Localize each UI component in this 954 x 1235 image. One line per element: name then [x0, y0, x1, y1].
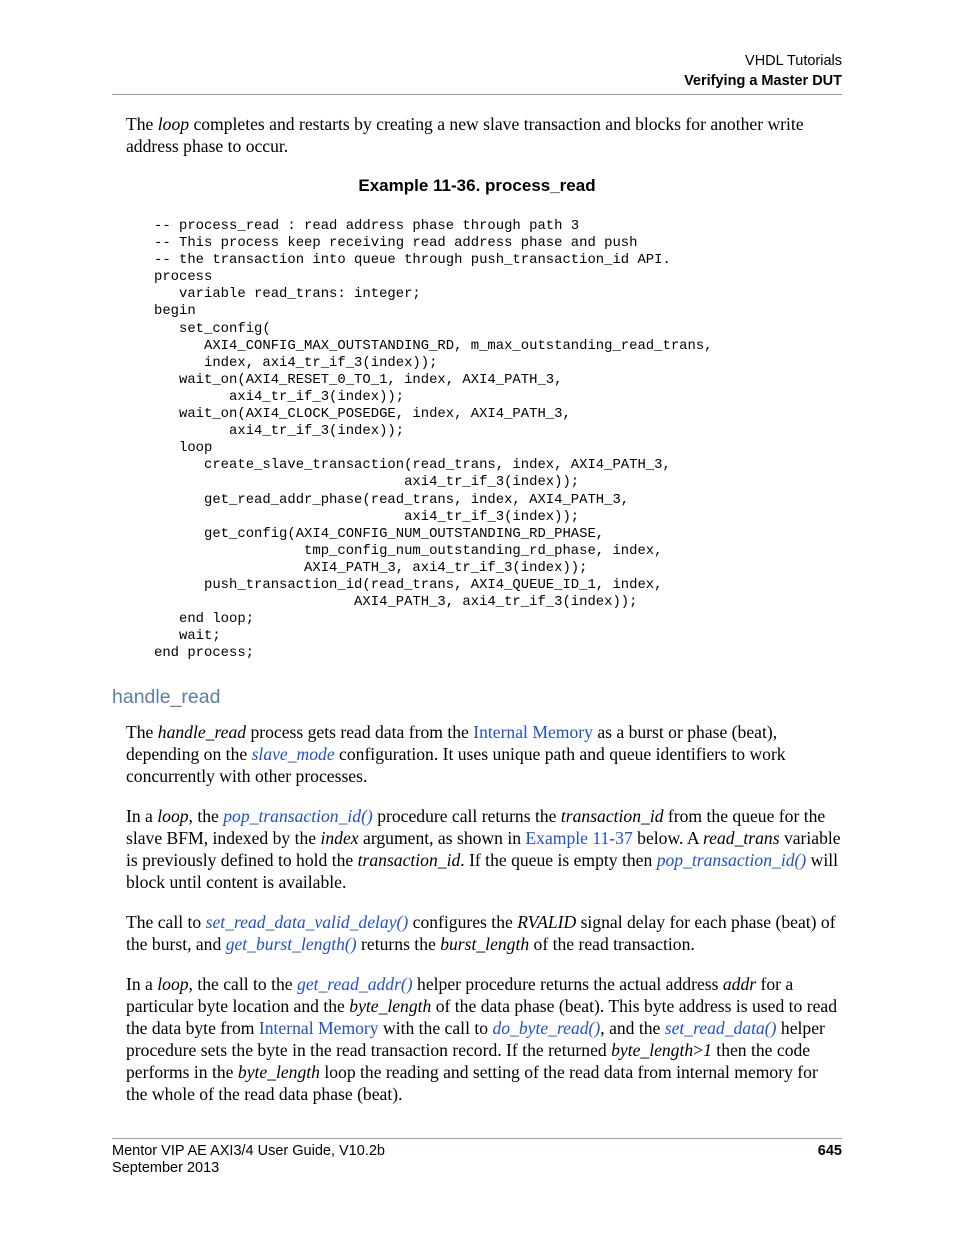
- link-internal-memory[interactable]: Internal Memory: [473, 722, 593, 742]
- text-italic: loop: [157, 114, 190, 134]
- text: . If the queue is empty then: [460, 850, 657, 870]
- text-italic: loop,: [157, 974, 193, 994]
- text: from the queue for the slave BFM, indexed by the: [126, 806, 826, 848]
- text: >: [693, 1040, 704, 1060]
- text: The: [126, 722, 158, 742]
- text: signal delay for each phase (beat) of the burst, and: [126, 912, 836, 954]
- text: configuration. It uses unique path and queue identifiers to work concurrently with other processes.: [126, 744, 786, 786]
- header-subsection: Verifying a Master DUT: [684, 73, 842, 89]
- header-rule: [112, 94, 842, 95]
- link-get-burst-length[interactable]: get_burst_length(): [225, 934, 357, 954]
- paragraph-valid-delay: [126, 911, 842, 955]
- link-set-read-data[interactable]: set_read_data(): [664, 1018, 777, 1038]
- text: then the code performs in the: [126, 1040, 811, 1082]
- code-listing: -- process_read : read address phase through path 3 -- This process keep receiving read address phase and push -- the transaction into queue through push_transaction_id API. process variable read_trans: integer; begin set_config( AXI4_CONFIG_MAX_OUTSTANDING_RD, m_max_outstanding_read_trans, index, axi4_tr_if_3(index)); wait_on(AXI4_RESET_0_TO_1, index, AXI4_PATH_3, axi4_tr_if_3(index)); wait_on(AXI4_CLOCK_POSEDGE, index, AXI4_PATH_3, axi4_tr_if_3(index)); loop create_slave_transaction(read_trans, index, AXI4_PATH_3, axi4_tr_if_3(index)); get_read_addr_phase(read_trans, index, AXI4_PATH_3, axi4_tr_if_3(index)); get_config(AXI4_CONFIG_NUM_OUTSTANDING_RD_PHASE, tmp_config_num_outstanding_rd_phase, index, AXI4_PATH_3, axi4_tr_if_3(index)); push_transaction_id(read_trans, AXI4_QUEUE_ID_1, index, AXI4_PATH_3, axi4_tr_if_3(index)); end loop; wait; end process;: [154, 218, 713, 662]
- page-number: 645: [817, 1143, 842, 1159]
- link-set-read-data-valid-delay[interactable]: set_read_data_valid_delay(): [205, 912, 409, 932]
- text: as a burst or phase (beat), depending on the: [126, 722, 778, 764]
- paragraph-read-addr: [126, 973, 842, 1105]
- text-italic: RVALID: [517, 912, 577, 932]
- text: returns the: [356, 934, 441, 954]
- text: The: [126, 114, 158, 134]
- link-pop-transaction-id-2[interactable]: pop_transaction_id(): [656, 850, 807, 870]
- intro-paragraph: [126, 113, 842, 157]
- text-italic: handle_read: [157, 722, 247, 742]
- text-italic: index: [320, 828, 359, 848]
- running-footer: [112, 1143, 385, 1177]
- text: of the read transaction.: [529, 934, 695, 954]
- link-get-read-addr[interactable]: get_read_addr(): [297, 974, 413, 994]
- text-italic: byte_length: [349, 996, 432, 1016]
- text: process gets read data from the: [246, 722, 474, 742]
- header-section: VHDL Tutorials: [745, 53, 842, 69]
- text: variable is previously defined to hold the: [126, 828, 841, 870]
- text: procedure call returns the: [372, 806, 561, 826]
- example-caption: Example 11-36. process_read: [358, 176, 596, 195]
- text: will block until content is available.: [126, 850, 839, 892]
- text-italic: burst_length: [440, 934, 530, 954]
- text: helper procedure sets the byte in the read transaction record. If the returned: [126, 1018, 825, 1060]
- link-do-byte-read[interactable]: do_byte_read(): [492, 1018, 601, 1038]
- running-header: [684, 51, 842, 91]
- text: completes and restarts by creating a new slave transaction and blocks for another write address phase to occur.: [126, 114, 804, 156]
- section-heading: handle_read: [112, 686, 221, 708]
- paragraph-pop-transaction: [126, 805, 842, 893]
- link-internal-memory-2[interactable]: Internal Memory: [258, 1018, 379, 1038]
- text-italic: loop,: [157, 806, 193, 826]
- text: the call to the: [192, 974, 298, 994]
- text-italic: byte_length: [237, 1062, 320, 1082]
- text-italic: read_trans: [702, 828, 780, 848]
- text: for a particular byte location and the: [126, 974, 794, 1016]
- link-example-11-37[interactable]: Example 11-37: [525, 828, 633, 848]
- text: loop the reading and setting of the read data from internal memory for the whole of the read data phase (beat).: [126, 1062, 818, 1104]
- link-pop-transaction-id[interactable]: pop_transaction_id(): [223, 806, 373, 826]
- footer-rule: [112, 1138, 842, 1139]
- text: the: [192, 806, 224, 826]
- text: , and the: [600, 1018, 665, 1038]
- link-slave-mode[interactable]: slave_mode: [251, 744, 335, 764]
- text: below. A: [632, 828, 703, 848]
- text: argument, as shown in: [358, 828, 526, 848]
- paragraph-handle-read: [126, 721, 842, 787]
- text-italic: transaction_id: [357, 850, 461, 870]
- text: In a: [126, 974, 158, 994]
- footer-title: Mentor VIP AE AXI3/4 User Guide, V10.2b: [112, 1143, 385, 1159]
- text: with the call to: [378, 1018, 493, 1038]
- text: of the data phase (beat). This byte address is used to read the data byte from: [126, 996, 838, 1038]
- footer-date: September 2013: [112, 1160, 220, 1176]
- text-italic: addr: [722, 974, 757, 994]
- text: helper procedure returns the actual address: [412, 974, 723, 994]
- text-italic: transaction_id: [560, 806, 664, 826]
- text-italic: 1: [703, 1040, 712, 1060]
- text-italic: byte_length: [611, 1040, 694, 1060]
- text: In a: [126, 806, 158, 826]
- text: configures the: [408, 912, 518, 932]
- text: The call to: [126, 912, 206, 932]
